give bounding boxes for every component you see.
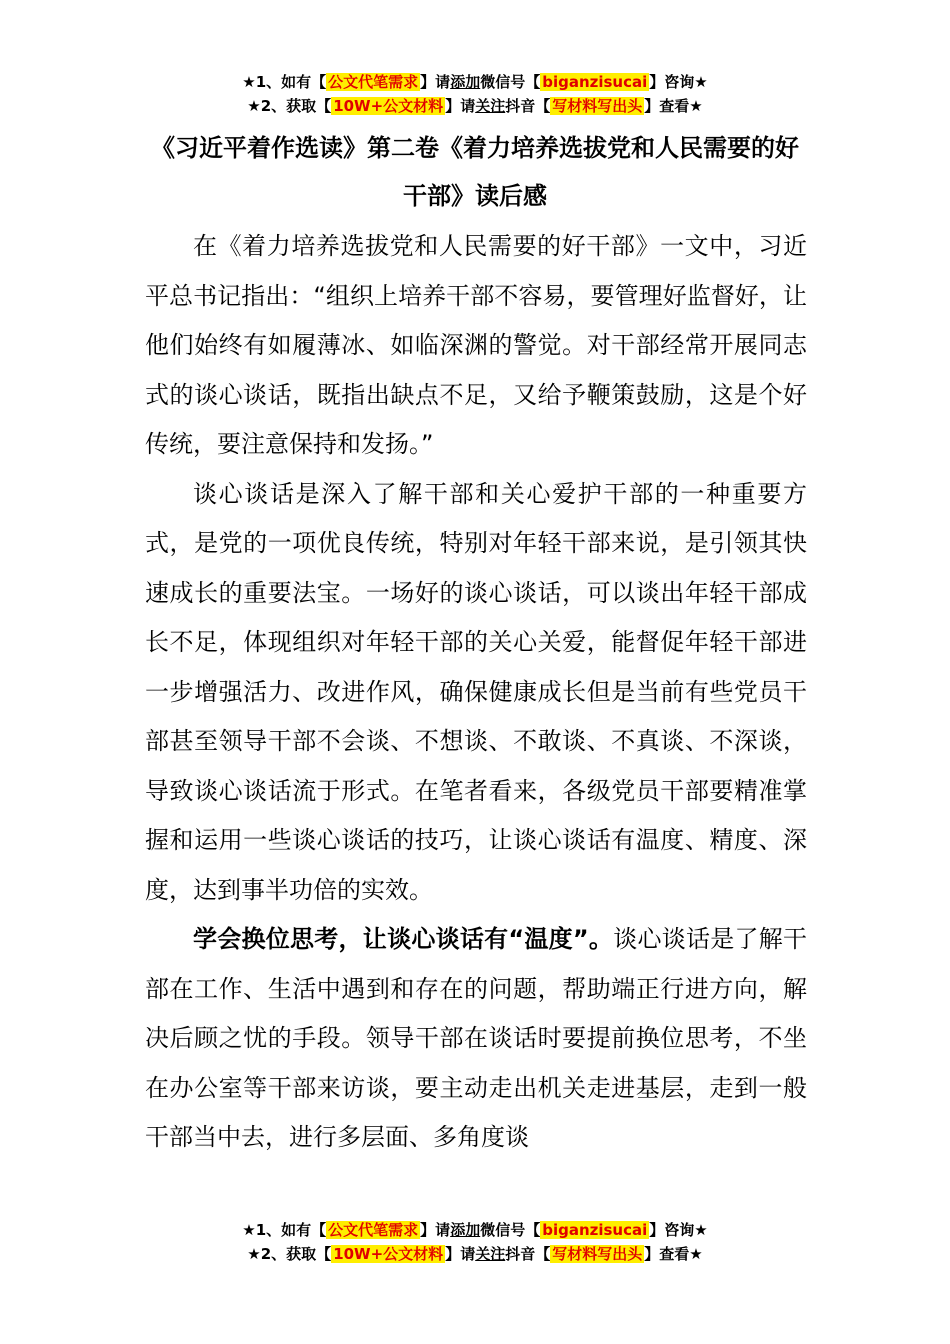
paragraph-text: 谈心谈话是了解干部在工作、生活中遇到和存在的问题，帮助端正行进方向，解决后顾之忧的手段。领导干部在谈话时要提前换位思考，不坐在办公室等干部来访谈，要主动走出机关走进基层，走到一般干部当中去，进行多层面、多角度谈 <box>145 925 808 1151</box>
banner-text: 】请 <box>445 97 476 115</box>
banner-text: 】查看★ <box>644 97 703 115</box>
banner-text: ★1、如有【 <box>242 73 327 91</box>
banner-line-2 <box>0 1242 950 1266</box>
header-banner <box>0 70 950 118</box>
footer-banner <box>0 1218 950 1266</box>
banner-text: 】请 <box>420 73 451 91</box>
highlight-douyin-account: 写材料写出头 <box>552 1245 643 1263</box>
underlined-text: 关注 <box>475 97 506 115</box>
banner-text: 】查看★ <box>644 1245 703 1263</box>
highlight-douyin-account: 写材料写出头 <box>552 97 643 115</box>
highlight-service: 公文代笔需求 <box>328 73 419 91</box>
document-title: 《习近平着作选读》第二卷《着力培养选拔党和人民需要的好干部》读后感 <box>151 134 799 210</box>
highlight-materials: 10W+公文材料 <box>333 1245 444 1263</box>
document-body <box>145 222 807 1163</box>
banner-line-1 <box>0 1218 950 1242</box>
paragraph: 在《着力培养选拔党和人民需要的好干部》一文中，习近平总书记指出：“组织上培养干部不容易，要管理好监督好，让他们始终有如履薄冰、如临深渊的警觉。对干部经常开展同志式的谈心谈话，既指出缺点不足，又给予鞭策鼓励，这是个好传统，要注意保持和发扬。” <box>145 232 807 458</box>
highlight-wechat-id: biganzisucai <box>542 73 648 91</box>
banner-text: 微信号【 <box>480 1221 541 1239</box>
highlight-service: 公文代笔需求 <box>328 1221 419 1239</box>
paragraph: 谈心谈话是深入了解干部和关心爱护干部的一种重要方式，是党的一项优良传统，特别对年轻干部来说，是引领其快速成长的重要法宝。一场好的谈心谈话，可以谈出年轻干部成长不足，体现组织对年轻干部的关心关爱，能督促年轻干部进一步增强活力、改进作风，确保健康成长但是当前有些党员干部甚至领导干部不会谈、不想谈、不敢谈、不真谈、不深谈，导致谈心谈话流于形式。在笔者看来，各级党员干部要精准掌握和运用一些谈心谈话的技巧，让谈心谈话有温度、精度、深度，达到事半功倍的实效。 <box>145 479 807 904</box>
underlined-text: 添加 <box>450 1221 481 1239</box>
underlined-text: 添加 <box>450 73 481 91</box>
banner-text: ★2、获取【 <box>247 97 332 115</box>
banner-text: ★1、如有【 <box>242 1221 327 1239</box>
banner-text: 】咨询★ <box>649 1221 708 1239</box>
highlight-materials: 10W+公文材料 <box>333 97 444 115</box>
underlined-text: 关注 <box>475 1245 506 1263</box>
banner-text: ★2、获取【 <box>247 1245 332 1263</box>
banner-text: 抖音【 <box>505 1245 551 1263</box>
banner-text: 微信号【 <box>480 73 541 91</box>
banner-line-1 <box>0 70 950 94</box>
highlight-wechat-id: biganzisucai <box>542 1221 648 1239</box>
banner-line-2 <box>0 94 950 118</box>
banner-text: 抖音【 <box>505 97 551 115</box>
banner-text: 】请 <box>420 1221 451 1239</box>
banner-text: 】咨询★ <box>649 73 708 91</box>
section-heading: 学会换位思考，让谈心谈话有“温度”。 <box>193 925 614 953</box>
paragraph <box>145 915 807 1163</box>
banner-text: 】请 <box>445 1245 476 1263</box>
